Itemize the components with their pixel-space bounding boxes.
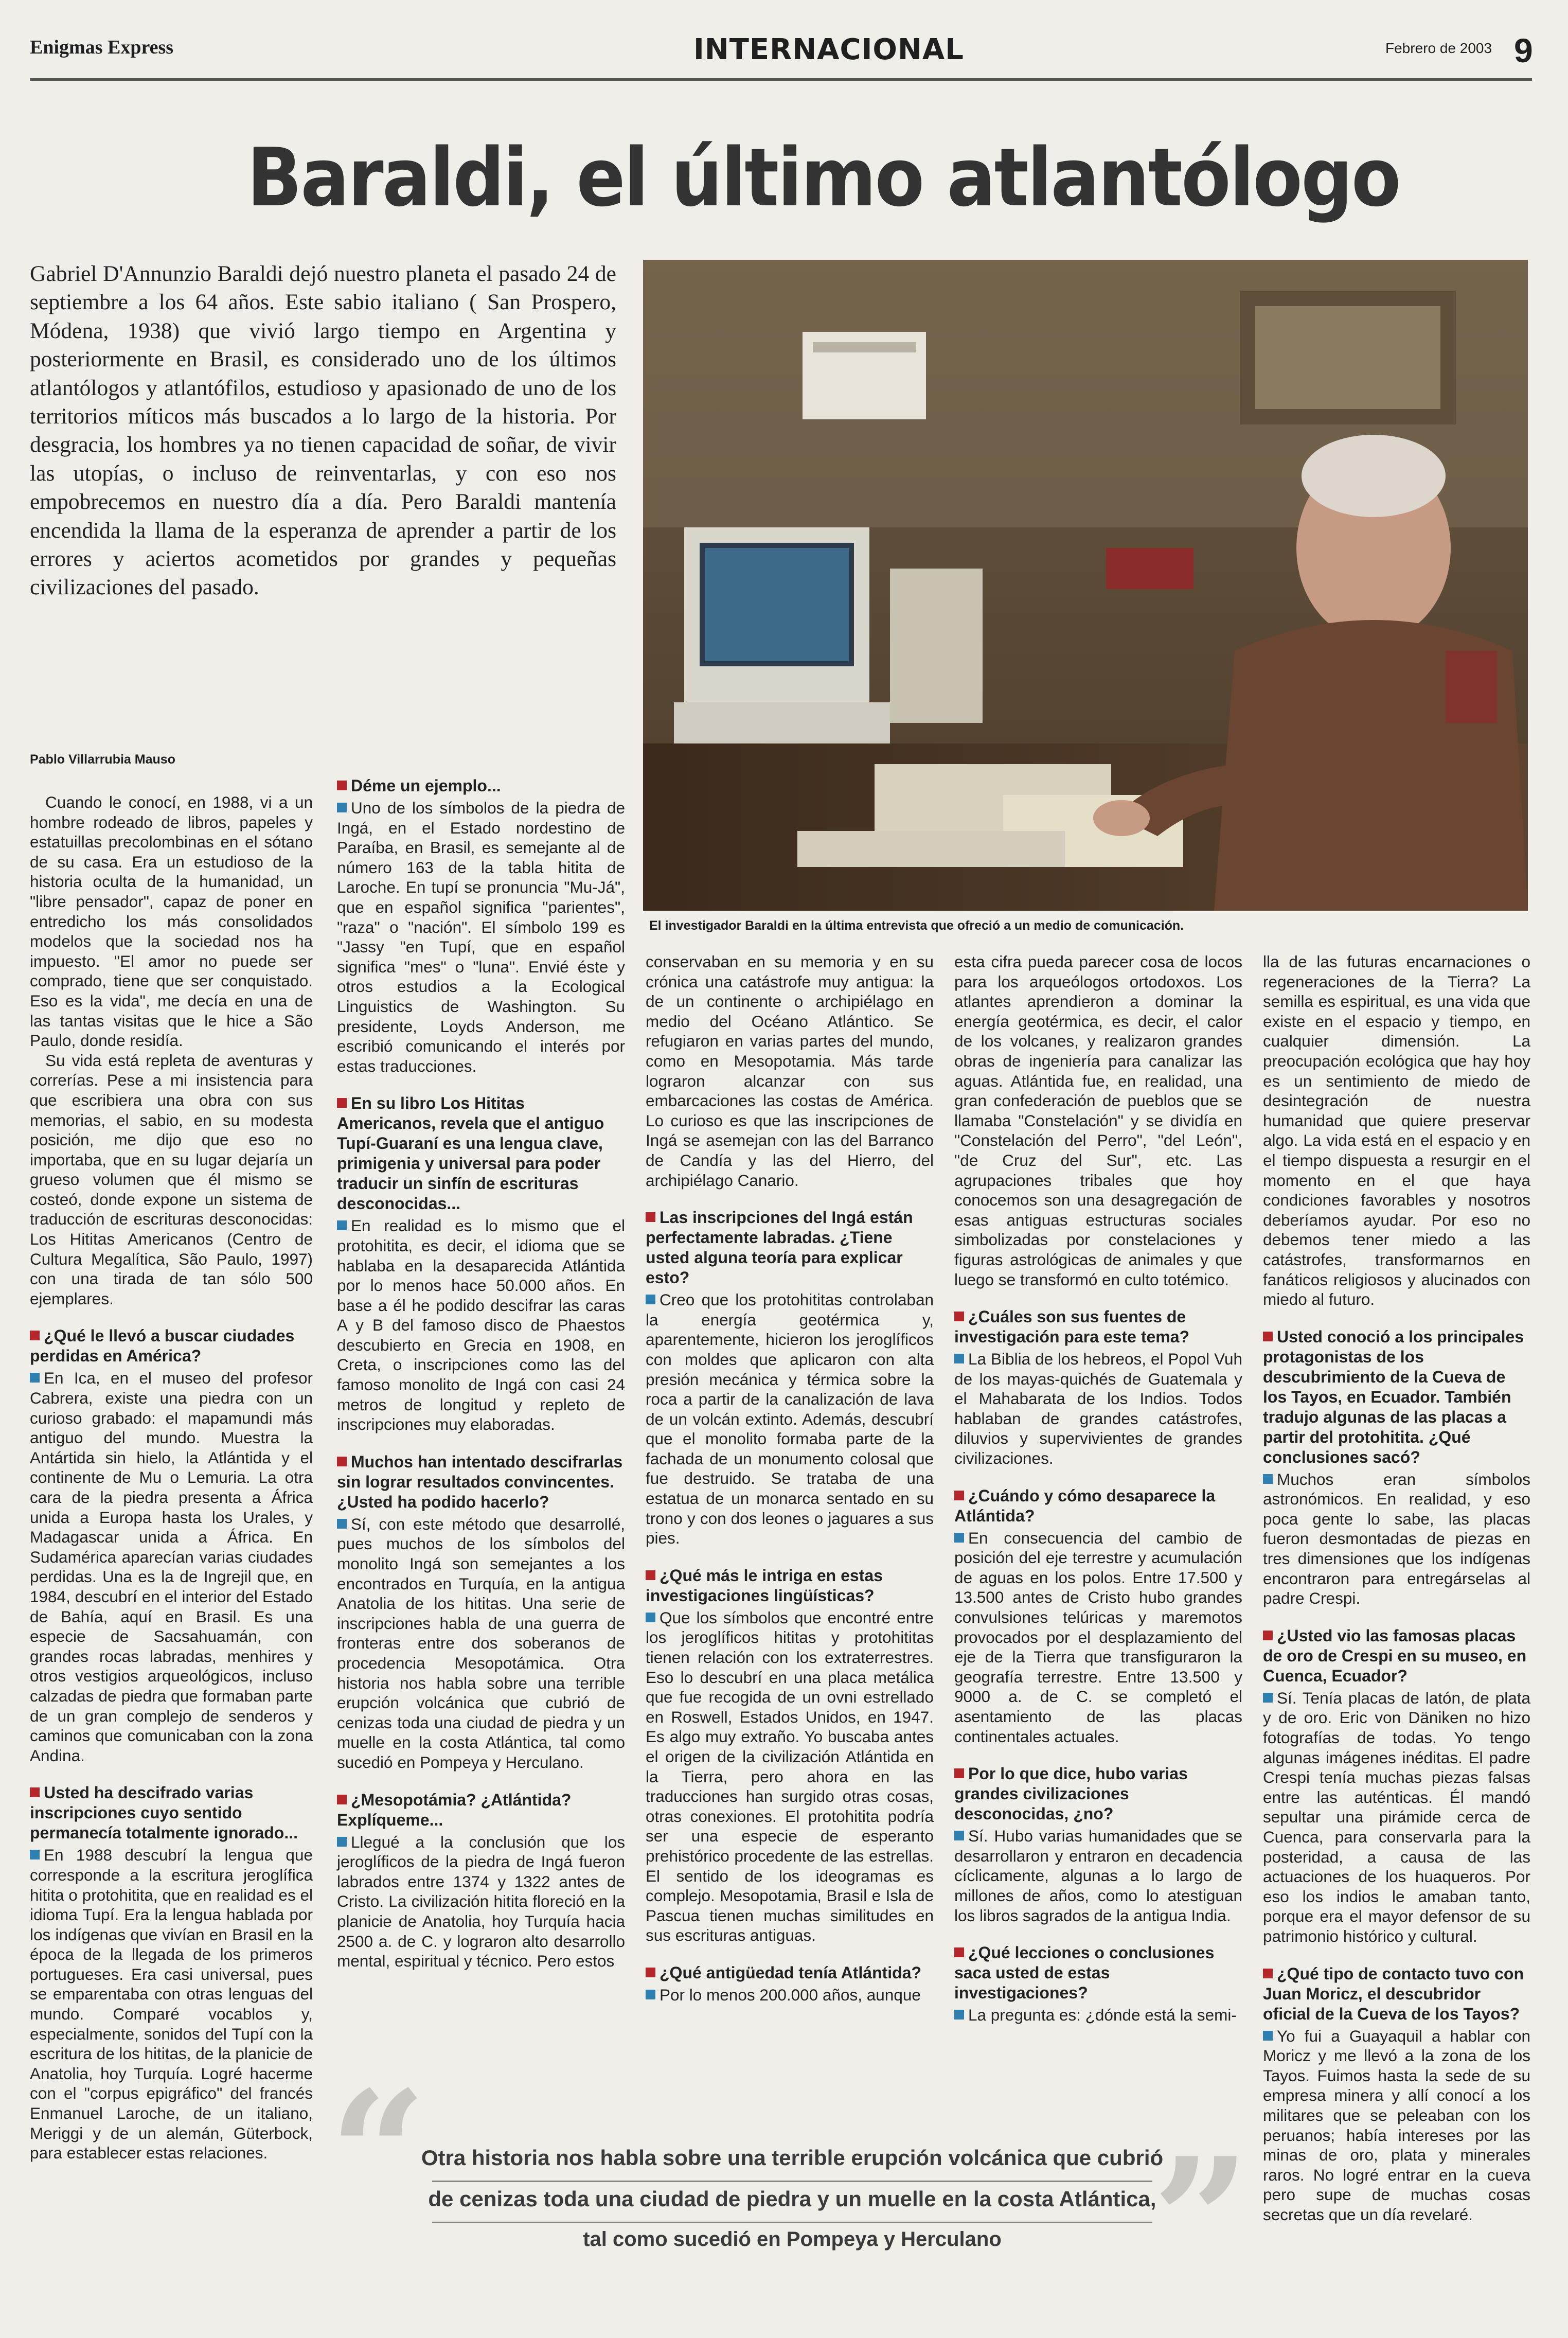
answer-paragraph [1263,1688,1530,1946]
answer-text: Yo fui a Guayaquil a hablar con Moricz y me llevó a la zona de los Tayos. Fuimos hasta la sede de su empresa minera y allí conocí a los militares que se peleaban con los peruanos; había intereses por las minas de oro, plata y minerales raros. No logré entrar en la cueva pero supe de muchas cosas secretas que un día revelaré. [1263,2026,1530,2224]
question-text: ¿Qué tipo de contacto tuvo con Juan Moricz, el descubridor oficial de la Cueva de los Tayos? [1263,1964,1524,2023]
question-heading [646,1566,934,1606]
body-paragraph: esta cifra pueda parecer cosa de locos para los arqueólogos ortodoxos. Los atlantes aprendieron a dominar la energía geotérmica, es decir, el calor de los volcanes, y realizaron grandes obras de ingeniería para canalizar las aguas. Atlántida fue, en realidad, una gran confederación de pueblos que se llamaba "Constelación" y se dividía en "Constelación del Perro", "del León", "de Cruz del Sur", etc. Las agrupaciones tribales que hoy conocemos son una desagregación de esas antiguas estructuras sociales simbolizadas por constelaciones y figuras astrológicas de animales y que luego se transformó en culto totémico. [954,952,1242,1289]
answer-paragraph [954,1349,1242,1468]
question-heading [337,776,625,796]
masthead [30,31,1532,82]
answer-paragraph [337,1514,625,1773]
question-marker-icon [337,1795,347,1804]
question-text: En su libro Los Hititas Americanos, revela que el antiguo Tupí-Guaraní es una lengua clave, primigenia y universal para poder traducir un sinfín de escrituras desconocidas... [337,1094,604,1213]
question-marker-icon [954,1947,964,1957]
answer-paragraph [954,2005,1242,2025]
answer-marker-icon [30,1373,40,1383]
answer-marker-icon [954,1533,964,1543]
answer-text: Sí, con este método que desarrollé, pues muchos de los símbolos del monolito Ingá son semejantes a los encontrados en Turquía, en la antigua Anatolia de los hititas. Una serie de inscripciones habla de una guerra de fronteras entre dos soberanos de procedencia Mesopotámica. Otra historia nos habla sobre una terrible erupción volcánica que cubrió de cenizas toda una ciudad de piedra y un muelle en la costa Atlántica, tal como sucedió en Pompeya y Herculano. [337,1514,625,1772]
answer-text: Sí. Tenía placas de latón, de plata y de oro. Eric von Däniken no hizo fotografías de todas. Yo tengo algunas imágenes inéditas. El padre Crespi tenía muchas piezas falsas entre las auténticas. Él mandó sepultar una pirámide cerca de Cuenca, para conservarla para la posteridad, a causa de las actuaciones de los huaqueros. Por eso los indios le amaban tanto, porque era el mayor defensor de su patrimonio histórico y cultural. [1263,1688,1530,1945]
question-text: Déme un ejemplo... [351,776,501,795]
question-marker-icon [954,1768,964,1778]
answer-marker-icon [954,1831,964,1840]
page-number: 9 [1514,31,1533,69]
answer-text: Por lo menos 200.000 años, aunque [660,1985,921,2004]
answer-marker-icon [646,1295,655,1304]
question-heading [337,1452,625,1512]
answer-paragraph [646,1290,934,1548]
intro-paragraph: Gabriel D'Annunzio Baraldi dejó nuestro planeta el pasado 24 de septiembre a los 64 años. Este sabio italiano ( San Prospero, Módena, 1938) que vivió largo tiempo en Argentina y posteriormente en Brasil, es considerado uno de los últimos atlantólogos y atlantófilos, estudioso y apasionado de uno de los territorios míticos más buscados a lo largo de la historia. Por desgracia, los hombres ya no tienen capacidad de soñar, de vivir las utopías, o incluso de reinventarlas, y con eso nos empobrecemos en nuestro día a día. Pero Baraldi mantenía encendida la llama de la esperanza de aprender a partir de los errores y aciertos acometidos por grandes y pequeñas civilizaciones del pasado. [30,261,616,600]
question-marker-icon [954,1312,964,1321]
answer-text: Que los símbolos que encontré entre los jeroglíficos hititas y protohititas tienen relación con los extraterrestres. Eso lo descubrí en una placa metálica que fue recogida de un ovni estrellado en Roswell, Estados Unidos, en 1947. Es algo muy extraño. Yo buscaba antes el origen de la civilización Atlántida en la Tierra, pero ahora en las traducciones han surgido otras cosas, otras conexiones. El protohitita podría ser una especie de esperanto prehistórico procedente de las estrellas. El sentido de los ideogramas es complejo. Mesopotamia, Brasil e Isla de Pascua tienen muchas similitudes en sus escrituras antiguas. [646,1608,934,1945]
pull-quote-line: tal como sucedió en Pompeya y Herculano [583,2228,1002,2251]
question-text: ¿Cuándo y cómo desaparece la Atlántida? [954,1486,1216,1525]
question-heading [954,1486,1242,1526]
question-text: ¿Mesopotámia? ¿Atlántida? Explíqueme... [337,1790,572,1829]
question-marker-icon [337,781,347,790]
question-text: ¿Qué lecciones o conclusiones saca usted de estas investigaciones? [954,1943,1215,2003]
body-paragraph: lla de las futuras encarnaciones o regeneraciones de la Tierra? La semilla es espiritual, es una vida que existe en el espacio y tiempo, en cualquier dimensión. La preocupación ecológica que hay hoy es un sentimiento de miedo de desintegración de nuestra humanidad que quiere preservar algo. La vida está en el espacio y en el tiempo dispuesta a resurgir en el momento en el que haya condiciones favorables y nosotros deberíamos ayudar. Por eso no debemos tener miedo a las catástrofes, transformarnos en fanáticos religiosos y alucinados con miedo al futuro. [1263,952,1530,1309]
pull-quote-line: de cenizas toda una ciudad de piedra y un muelle en la costa Atlántica, [428,2187,1156,2211]
publication-name: Enigmas Express [30,37,174,58]
masthead-rule [30,78,1532,81]
answer-paragraph [1263,1469,1530,1608]
question-heading [646,1208,934,1288]
issue-date: Febrero de 2003 [1385,40,1492,56]
question-text: ¿Usted vio las famosas placas de oro de Crespi en su museo, en Cuenca, Ecuador? [1263,1626,1527,1685]
question-text: ¿Cuáles son sus fuentes de investigación para este tema? [954,1307,1190,1347]
question-text: Las inscripciones del Ingá están perfectamente labradas. ¿Tiene usted alguna teoría para explicar esto? [646,1208,913,1287]
baraldi-photo [643,260,1528,911]
question-text: Por lo que dice, hubo varias grandes civilizaciones desconocidas, ¿no? [954,1764,1188,1823]
answer-paragraph [646,1985,934,2005]
answer-marker-icon [337,803,347,812]
question-heading [954,1943,1242,2003]
answer-text: En Ica, en el museo del profesor Cabrera, existe una piedra con un curioso grabado: el mapamundi más antiguo del mundo. Muestra la Antártida sin hielo, la Atlántida y el continente de Mu o Lemuria. La otra cara de la piedra presenta a África unida a Europa hasta los Urales, y Madagascar unida a África. En Sudamérica aparecían varias ciudades perdidas. Una es la de Ingrejil que, en 1984, descubrí en el interior del Estado de Bahía, aquí en Brasil. Es una especie de Sacsahuamán, con grandes rocas labradas, menhires y otros vestigios arqueológicos, incluso calzadas de piedra que formaban parte de un gran complejo de senderos y caminos que comunicaban con la zona Andina. [30,1369,313,1765]
question-text: Usted conoció a los principales protagonistas de los descubrimiento de la Cueva de los Tayos, en Ecuador. También tradujo algunas de las placas a partir del protohitita. ¿Qué conclusiones sacó? [1263,1327,1524,1466]
pull-quote-divider [432,2222,1152,2223]
question-text: Usted ha descifrado varias inscripciones cuyo sentido permanecía totalmente ignorado... [30,1783,298,1843]
photo-caption: El investigador Baraldi en la última entrevista que ofreció a un medio de comunicación. [649,918,1184,933]
headline: Baraldi, el último atlantólogo [247,131,1400,224]
section-title: INTERNACIONAL [693,33,964,66]
question-marker-icon [1263,1631,1273,1640]
pull-quote-divider [432,2181,1152,2182]
answer-text: En consecuencia del cambio de posición del eje terrestre y acumulación de aguas en los polos. Entre 17.500 y 13.500 antes de Cristo hubo grandes convulsiones telúricas y maremotos provocados por el desplazamiento del eje de la Tierra que transfiguraron la geografía terrestre. Entre 13.500 y 9000 a. de C. se completó el asentamiento de las placas continentales actuales. [954,1528,1242,1746]
answer-paragraph [954,1528,1242,1747]
answer-marker-icon [1263,1474,1273,1484]
answer-text: Creo que los protohititas controlaban la energía geotérmica y, aparentemente, hicieron los jeroglíficos con moldes que aplicaron con alta presión mecánica y térmica sobre la roca a partir de la canalización de lava de un volcán extinto. Además, descubrí que el monolito formaba parte de la fachada de un monumento colosal que fue destruido. Se trataba de una estatua de un monarca sentado en su trono y con dos leones o jaguares a sus pies. [646,1290,934,1548]
answer-marker-icon [337,1519,347,1529]
answer-marker-icon [337,1220,347,1230]
answer-marker-icon [646,1613,655,1622]
answer-marker-icon [1263,2031,1273,2041]
question-heading [1263,1964,1530,2024]
answer-text: Llegué a la conclusión que los jeroglíficos de la piedra de Ingá fueron labrados entre 1374 y 1322 antes de Cristo. La civilización hitita floreció en la planicie de Anatolia, hoy Turquía hacia 2500 a. de C. y lograron alto desarrollo mental, espiritual y técnico. Pero estos [337,1832,625,1971]
answer-paragraph [646,1608,934,1945]
answer-paragraph [30,1368,313,1765]
answer-text: Uno de los símbolos de la piedra de Ingá, en el Estado nordestino de Paraíba, en Brasil, es semejante al de número 163 de la tabla hitita de Laroche. En tupí se pronuncia "Mu-Já", que en español significa "parientes", "raza" o "nación". El símbolo 199 es "Jassy "en Tupí, que en español significa "mes" o "luna". Envié éste y otros estudios a la Ecological Linguistics de Washington. Su presidente, Loyds Anderson, me escribió comunicando el interés por estas traducciones. [337,799,625,1075]
question-text: ¿Qué más le intriga en estas investigaciones lingüísticas? [646,1566,883,1605]
question-heading [30,1783,313,1843]
column-3 [646,952,934,2005]
question-marker-icon [646,1968,655,1977]
question-marker-icon [646,1570,655,1580]
column-4 [954,952,1242,2025]
question-heading [337,1093,625,1214]
answer-paragraph [954,1826,1242,1925]
answer-marker-icon [954,2010,964,2020]
answer-text: La pregunta es: ¿dónde está la semi- [968,2006,1237,2025]
close-quote-icon: ” [1152,2120,1250,2320]
body-paragraph: Su vida está repleta de aventuras y correrías. Pese a mi insistencia para que escribiera una obra con sus memorias, el sabio, en su modesta posición, me dijo que eso no importaba, que en su lugar dejaría un grueso volumen que él mismo se costeó, donde expone un sistema de traducción de escrituras desconocidas: Los Hititas Americanos (Centro de Cultura Megalítica, São Paulo, 1997) con una tirada de tan sólo 500 ejemplares. [30,1051,313,1308]
question-marker-icon [30,1331,40,1340]
question-text: ¿Qué antigüedad tenía Atlántida? [660,1963,922,1982]
question-heading [1263,1327,1530,1467]
answer-marker-icon [646,1990,655,1999]
question-marker-icon [954,1491,964,1500]
answer-marker-icon [954,1354,964,1363]
answer-text: Muchos eran símbolos astronómicos. En realidad, y eso poca gente lo sabe, las placas fueron desmontadas de piezas en tres dimensiones que los indígenas encontraron para entregárselas al padre Crespi. [1263,1469,1530,1608]
question-text: ¿Qué le llevó a buscar ciudades perdidas en América? [30,1326,295,1366]
answer-marker-icon [30,1850,40,1859]
column-5 [1263,952,1530,2225]
answer-paragraph [337,1216,625,1434]
question-marker-icon [1263,1969,1273,1978]
question-marker-icon [337,1457,347,1466]
pull-quote-line: Otra historia nos habla sobre una terrible erupción volcánica que cubrió [421,2146,1164,2170]
answer-paragraph [337,798,625,1076]
question-heading [954,1764,1242,1824]
answer-text: La Biblia de los hebreos, el Popol Vuh de los mayas-quichés de Guatemala y el Mahabarata de los Indios. Todos hablaban de grandes catástrofes, diluvios y supervivientes de grandes civilizaciones. [954,1350,1242,1468]
answer-marker-icon [1263,1693,1273,1703]
body-paragraph: conservaban en su memoria y en su crónica una catástrofe muy antigua: la de un continente o archipiélago en medio del Océano Atlántico. Se refugiaron en varias partes del mundo, como en Mesopotamia. Más tarde lograron alcanzar con sus embarcaciones las costas de América. Lo curioso es que las inscripciones de Ingá se asemejan con las del Barranco de Candía y las del Hierro, del archipiélago Canario. [646,952,934,1190]
photo-illustration [643,260,1528,911]
answer-paragraph [30,1845,313,2163]
column-1 [30,792,313,2163]
pull-quote [334,2125,1250,2261]
question-heading [337,1790,625,1830]
body-paragraph: Cuando le conocí, en 1988, vi a un hombre rodeado de libros, papeles y estatuillas precolombinas en el sótano de su casa. Era un estudioso de la historia oculta de la humanidad, un "libre pensador", capaz de poner en entredicho los más consolidados modelos que la sociedad nos ha impuesto. "El amor no puede ser comprado, tiene que ser conquistado. Eso es la vida", me decía en una de las tantas visitas que le hice a São Paulo, donde residía. [30,793,313,1050]
question-marker-icon [30,1787,40,1797]
answer-paragraph [1263,2026,1530,2225]
answer-text: En 1988 descubrí la lengua que corresponde a la escritura jeroglífica hitita o protohitita, que en realidad es el idioma Tupí. Era la lengua hablada por los indígenas que vivían en Brasil en la época de la llegada de los primeros portugueses. Era casi universal, pues se emparentaba con otras lenguas del mundo. Comparé vocablos y, especialmente, sonidos del Tupí con la escritura de los hititas, de la planicie de Anatolia, hoy Turquía. Logré hacerme con el "corpus epigráfico" del francés Enmanuel Laroche, de un italiano, Meriggi y de un alemán, Güterbock, para establecer estas relaciones. [30,1846,313,2163]
open-quote-icon: “ [329,2053,427,2253]
answer-text: Sí. Hubo varias humanidades que se desarrollaron y entraron en decadencia cíclicamente, algunas a lo largo de millones de años, como lo atestiguan los libros sagrados de la antigua India. [954,1827,1242,1925]
answer-paragraph [337,1832,625,1971]
answer-text: En realidad es lo mismo que el protohitita, es decir, el idioma que se hablaba en la desaparecida Atlántida por lo menos hace 50.000 años. En base a él he podido descifrar las caras A y B del famoso disco de Phaestos descubierto en Grecia en 1908, en Creta, o inscripciones como las del famoso monolito de Ingá con casi 24 metros de longitud y repleto de inscripciones muy elaboradas. [337,1216,625,1434]
byline: Pablo Villarrubia Mauso [30,752,175,767]
question-heading [954,1307,1242,1347]
answer-marker-icon [337,1837,347,1847]
column-2 [337,776,625,1971]
question-marker-icon [646,1212,655,1222]
question-heading [30,1326,313,1366]
question-marker-icon [337,1098,347,1108]
question-text: Muchos han intentado descifrarlas sin lograr resultados convincentes. ¿Usted ha podido hacerlo? [337,1452,623,1511]
question-marker-icon [1263,1332,1273,1341]
question-heading [1263,1626,1530,1686]
question-heading [646,1963,934,1983]
